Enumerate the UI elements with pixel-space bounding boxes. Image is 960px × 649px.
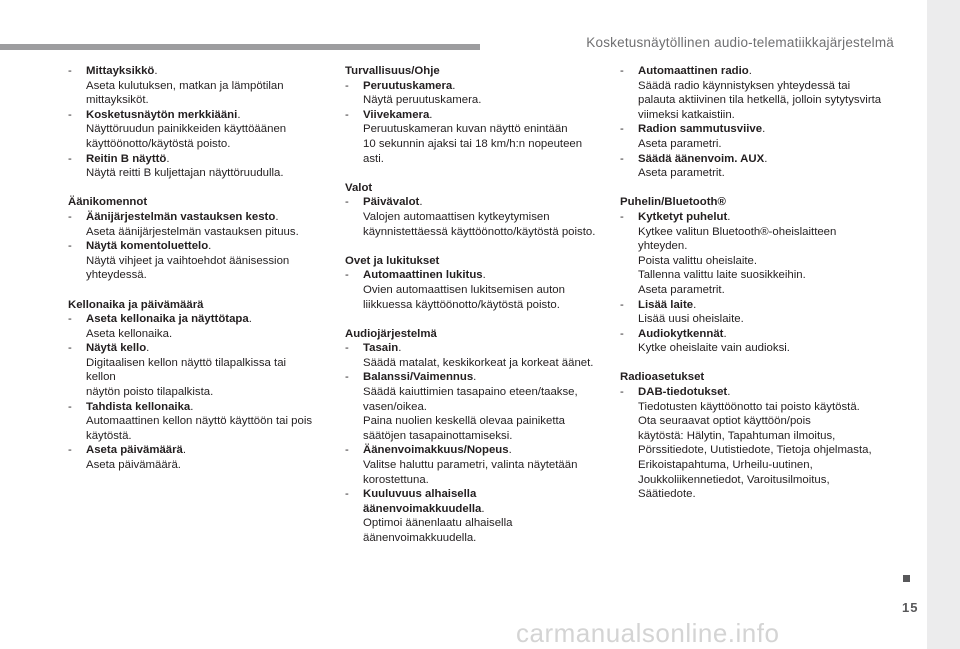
setting-item [68,152,318,181]
settings-section [345,254,600,312]
page-header-title: Kosketusnäytöllinen audio-telematiikkajärjestelmä [586,35,894,50]
setting-description: Automaattinen kellon näyttö käyttöön tai pois käytöstä. [86,415,313,442]
setting-item [68,210,318,239]
setting-name: Kosketusnäytön merkkiääni [86,108,238,121]
setting-item [345,487,600,545]
setting-item [68,443,318,472]
setting-name: Kytketyt puhelut [638,210,728,223]
setting-description: Valojen automaattisen kytkeytymisen käynnistettäessä käyttöönotto/käytöstä poisto. [363,210,596,238]
setting-name: Automaattinen lukitus [363,269,483,282]
settings-section [345,181,600,239]
setting-name: Aseta päivämäärä [86,444,183,457]
setting-description: Kytke oheislaite vain audioksi. [638,342,790,355]
setting-description: Säädä matalat, keskikorkeat ja korkeat äänet. [363,356,594,369]
setting-name: Äänijärjestelmän vastauksen kesto [86,210,276,223]
setting-name-period: . [154,65,158,77]
setting-description: Näytä vihjeet ja vaihtoehdot äänisession yhteydessä. [86,254,290,282]
setting-name-period: . [248,313,252,326]
setting-name: Päivävalot [363,196,420,209]
setting-item [620,210,882,298]
setting-item [620,327,882,356]
setting-description: Aseta kulutuksen, matkan ja lämpötilan mittayksiköt. [86,79,284,107]
setting-item [620,64,882,122]
settings-section [68,195,318,283]
setting-description: Optimoi äänenlaatu alhaisella äänenvoimakkuudella. [363,517,513,544]
setting-item [68,239,318,283]
setting-name-period: . [182,444,187,457]
setting-name-period: . [190,400,194,413]
setting-name-period: . [429,108,433,121]
settings-section [345,327,600,546]
settings-section [345,64,600,166]
setting-description: Lisää uusi oheislaite. [638,313,744,326]
setting-name-period: . [762,123,766,136]
setting-name-period: . [452,79,456,92]
setting-item [345,443,600,487]
page-number: 15 [902,600,919,615]
setting-name: Näytä komentoluettelo [86,240,209,253]
setting-description: Kytkee valitun Bluetooth®-oheislaitteen yhteyden. Poista valittu oheislaite. Tallenna valittu laite suosikkeihin. Aseta parametrit. [638,225,837,296]
setting-description: Digitaalisen kellon näyttö tilapalkissa tai kellon näytön poisto tilapalkista. [86,356,287,399]
setting-name: Balanssi/Vaimennus [363,371,474,384]
setting-name: Viivekamera [363,108,430,121]
setting-name-period: . [693,298,697,311]
setting-item [620,385,882,502]
section-title: Ovet ja lukitukset [345,254,440,267]
end-of-section-mark [903,575,910,582]
setting-name: Äänenvoimakkuus/Nopeus [363,444,509,457]
setting-description: Aseta äänijärjestelmän vastauksen pituus. [86,225,299,238]
setting-item [345,108,600,166]
setting-description: Aseta parametri. [638,137,722,150]
section-title: Äänikomennot [68,196,148,209]
setting-name: Näytä kello [86,342,147,355]
setting-name-period: . [419,196,423,209]
section-title: Turvallisuus/Ohje [345,65,440,77]
setting-description: Ovien automaattisen lukitsemisen auton liikkuessa käyttöönotto/käytöstä poisto. [363,283,565,311]
setting-item [68,64,318,108]
watermark: carmanualsonline.info [516,618,780,648]
column-1 [68,64,318,487]
setting-name-period: . [146,342,150,355]
setting-name: Radion sammutusviive [638,123,763,136]
setting-name-period: . [727,386,731,399]
setting-name-period: . [166,152,170,165]
setting-name-period: . [398,342,402,355]
setting-name-period: . [482,269,486,282]
setting-name: Mittayksikkö [86,65,155,77]
setting-name-period: . [208,240,212,253]
setting-item [345,79,600,108]
setting-name-period: . [237,108,241,121]
setting-name-period: . [275,210,279,223]
setting-name-period: . [481,502,485,515]
setting-item [68,400,318,444]
setting-description: Näytä peruutuskamera. [363,94,482,107]
settings-section [620,195,882,356]
section-title: Kellonaika ja päivämäärä [68,298,204,311]
setting-item [620,298,882,327]
setting-description: Säädä radio käynnistyksen yhteydessä tai palauta aktiivinen tila hetkellä, jolloin sytytysvirta viimeksi katkaistiin. [638,79,882,121]
setting-name: Automaattinen radio [638,65,749,77]
column-2 [345,64,600,560]
setting-name: Säädä äänenvoim. AUX [638,152,765,165]
setting-name: Audiokytkennät [638,327,724,340]
setting-name-period: . [727,210,731,223]
setting-name-period: . [748,65,752,77]
setting-name: DAB-tiedotukset [638,386,728,399]
setting-description: Aseta kellonaika. [86,327,173,340]
setting-item [68,341,318,399]
setting-name: Reitin B näyttö [86,152,167,165]
setting-item [68,312,318,341]
setting-name: Peruutuskamera [363,79,453,92]
setting-description: Säädä kaiuttimien tasapaino eteen/taakse, vasen/oikea. Paina nuolien keskellä olevaa painiketta säätöjen tasapainottamiseksi. [363,386,578,442]
setting-item [68,108,318,152]
side-strip [927,0,960,649]
settings-section [620,370,882,501]
setting-name: Tahdista kellonaika [86,400,191,413]
header-rule [0,44,480,50]
setting-name-period: . [473,371,477,384]
section-title: Audiojärjestelmä [345,327,437,340]
setting-name-period: . [508,444,512,457]
setting-description: Näyttöruudun painikkeiden käyttöäänen käyttöönotto/käytöstä poisto. [86,123,287,150]
setting-name: Aseta kellonaika ja näyttötapa [86,313,249,326]
setting-description: Tiedotusten käyttöönotto tai poisto käytöstä. Ota seuraavat optiot käyttöön/pois käytöstä: Hälytin, Tapahtuman ilmoitus, Pörssitiedote, Uutistiedote, Tietoja ohjelmasta, Erikoistapahtuma, Urheilu-uutinen, Joukkoliikennetiedot, Varoitusilmoitus, Säätiedote. [638,400,872,501]
setting-description: Aseta päivämäärä. [86,459,181,472]
section-title: Radioasetukset [620,371,705,384]
setting-description: Näytä reitti B kuljettajan näyttöruudulla. [86,167,284,180]
setting-description: Valitse haluttu parametri, valinta näytetään korostettuna. [363,459,578,486]
settings-section [68,298,318,473]
setting-description: Peruutuskameran kuvan näyttö enintään 10 sekunnin ajaksi tai 18 km/h:n nopeuteen asti. [363,123,583,165]
setting-name: Kuuluvuus alhaisella äänenvoimakkuudella [363,488,482,515]
setting-item [620,152,882,181]
setting-description: Aseta parametrit. [638,167,725,180]
setting-item [345,341,600,370]
setting-name: Tasain [363,342,399,355]
section-title: Valot [345,181,373,194]
setting-name: Lisää laite [638,298,694,311]
setting-item [345,268,600,312]
column-3 [620,64,882,516]
setting-item [620,122,882,151]
setting-item [345,370,600,443]
setting-name-period: . [723,327,727,340]
setting-name-period: . [764,152,768,165]
settings-section [620,64,882,181]
setting-item [345,195,600,239]
section-title: Puhelin/Bluetooth® [620,196,726,209]
settings-section [68,64,318,181]
